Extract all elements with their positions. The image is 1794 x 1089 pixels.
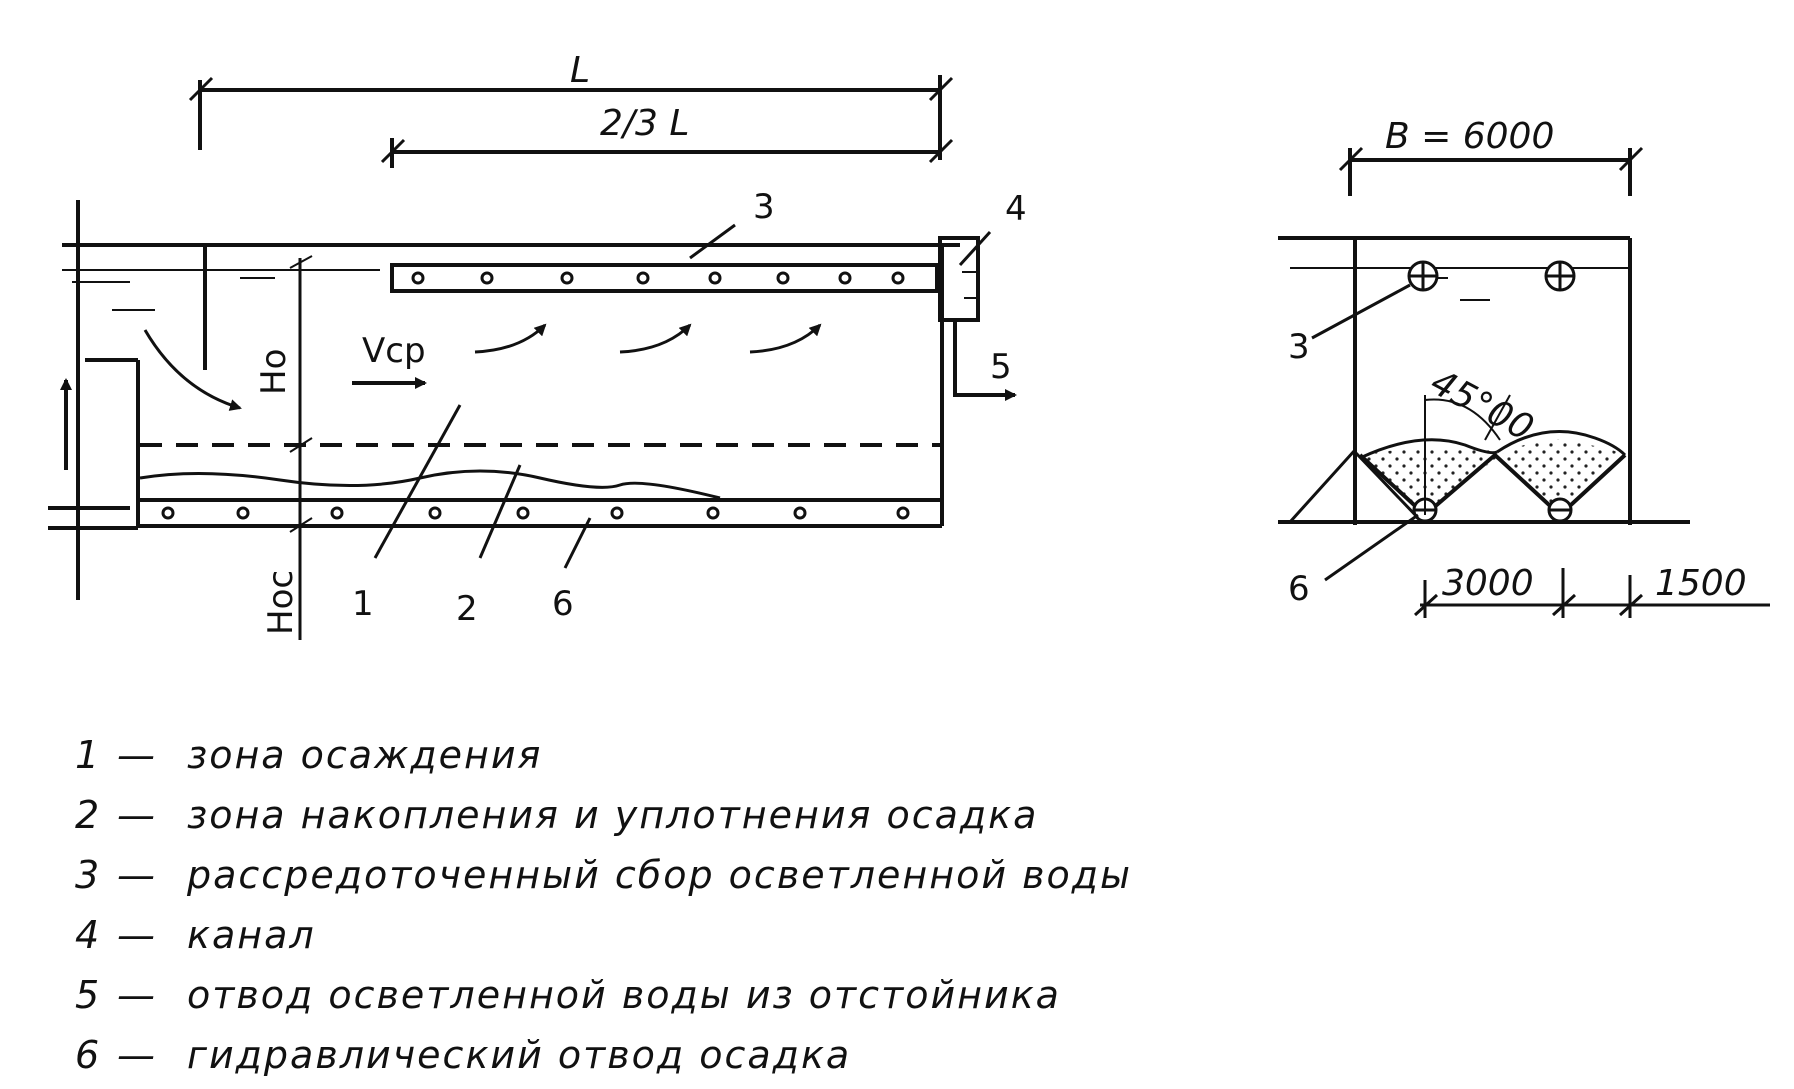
label-edge-offset: 1500 [1655, 563, 1747, 604]
callout-6-section: 6 [1288, 569, 1310, 609]
label-velocity: Vcp [362, 331, 426, 371]
legend-item: 1 — зона осаждения [75, 733, 543, 777]
sludge-pipe-orifices [163, 508, 908, 518]
callout-2: 2 [456, 589, 478, 629]
sludge-hoppers [1360, 432, 1625, 515]
longitudinal-section [48, 75, 1015, 640]
callout-4: 4 [1005, 189, 1027, 229]
callout-1: 1 [352, 584, 374, 624]
callout-6: 6 [552, 584, 574, 624]
legend-item: 4 — канал [75, 913, 316, 957]
legend-item: 5 — отвод осветленной воды из отстойника [75, 973, 1061, 1017]
label-width: B = 6000 [1385, 116, 1555, 157]
legend-item: 2 — зона накопления и уплотнения осадка [75, 793, 1039, 837]
label-total-length: L [570, 50, 591, 91]
legend-item: 6 — гидравлический отвод осадка [75, 1033, 852, 1077]
legend-item: 3 — рассредоточенный сбор осветленной воды [75, 853, 1133, 897]
label-angle: 45°00 [1423, 361, 1540, 450]
cross-section [1278, 148, 1690, 525]
callout-5: 5 [990, 347, 1012, 387]
label-depth-sludge: Hoc [261, 569, 301, 635]
label-hopper-pitch: 3000 [1442, 563, 1534, 604]
callout-3-section: 3 [1288, 327, 1310, 367]
legend [75, 725, 1132, 1085]
label-two-thirds-length: 2/3 L [600, 103, 690, 144]
trough-orifices [413, 273, 903, 283]
label-depth-settling: Ho [254, 348, 294, 395]
callout-3: 3 [753, 187, 775, 227]
